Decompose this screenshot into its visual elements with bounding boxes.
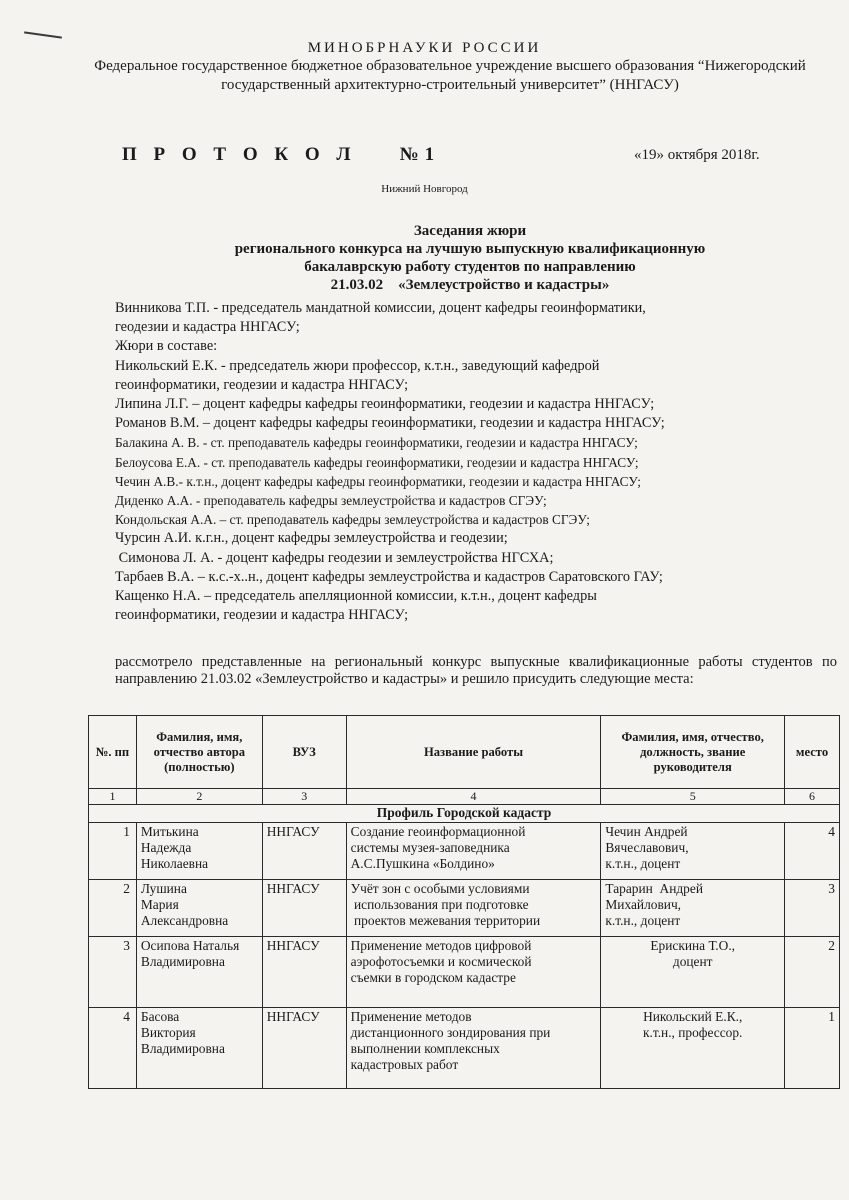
results-table bbox=[88, 715, 840, 1089]
ministry-name: МИНОБРНАУКИ РОССИИ bbox=[307, 40, 542, 56]
meeting-heading bbox=[90, 222, 849, 294]
leader-line: к.т.н., доцент bbox=[605, 913, 681, 928]
member-line: Тарбаев В.А. – к.с.-х..н., доцент кафедры землеустройства и кадастров Саратовского ГАУ; bbox=[115, 568, 663, 585]
author-line: Митькина bbox=[140, 824, 199, 839]
work-line: использования при подготовке bbox=[350, 897, 529, 912]
section-title: Профиль Городской кадастр bbox=[89, 805, 840, 823]
member-line: Чурсин А.И. к.г.н., доцент кафедры землеустройства и геодезии; bbox=[115, 530, 508, 547]
heading-line-4: 21.03.02 «Землеустройство и кадастры» bbox=[330, 277, 610, 293]
header-num: №. пп bbox=[89, 716, 137, 789]
row-num: 4 bbox=[89, 1008, 137, 1089]
member-line: Кащенко Н.А. – председатель апелляционной комиссии, к.т.н., доцент кафедры bbox=[115, 588, 597, 605]
member-line: геоинформатики, геодезии и кадастра ННГАСУ; bbox=[115, 607, 409, 624]
work-line: Учёт зон с особыми условиями bbox=[350, 881, 530, 896]
member-line: геодезии и кадастра ННГАСУ; bbox=[115, 319, 300, 336]
table-row bbox=[89, 880, 840, 937]
member-line: Диденко А.А. - преподаватель кафедры землеустройства и кадастров СГЭУ; bbox=[115, 493, 547, 509]
column-number-row bbox=[89, 789, 840, 805]
author-line: Осипова Наталья bbox=[140, 938, 240, 953]
header-vuz: ВУЗ bbox=[262, 716, 346, 789]
heading-line-3: бакалаврскую работу студентов по направлению bbox=[304, 259, 636, 275]
member-line: Винникова Т.П. - председатель мандатной комиссии, доцент кафедры геоинформатики, bbox=[115, 300, 646, 316]
row-author bbox=[136, 823, 262, 880]
author-line: Николаевна bbox=[140, 856, 209, 871]
row-author bbox=[136, 1008, 262, 1089]
leader-line: Вячеславович, bbox=[605, 840, 689, 855]
jury-members-list bbox=[115, 299, 815, 625]
row-author bbox=[136, 937, 262, 1008]
author-line: Мария bbox=[140, 897, 179, 912]
header-leader: Фамилия, имя, отчество, должность, звание руководителя bbox=[601, 716, 785, 789]
column-number: 5 bbox=[601, 789, 785, 805]
row-place: 2 bbox=[785, 937, 840, 1008]
leader-line: к.т.н., профессор. bbox=[643, 1025, 743, 1040]
table-row bbox=[89, 937, 840, 1008]
work-line: А.С.Пушкина «Болдино» bbox=[350, 856, 495, 871]
row-leader bbox=[601, 880, 785, 937]
protocol-title: П Р О Т О К О Л №1 bbox=[122, 144, 441, 165]
author-line: Александровна bbox=[140, 913, 229, 928]
column-number: 3 bbox=[262, 789, 346, 805]
intro-paragraph: рассмотрело представленные на региональный конкурс выпускные квалификационные работы студентов по направлению 21.03.02 «Землеустройство и кадастры» и решило присудить следующие места: bbox=[115, 654, 837, 687]
row-work bbox=[346, 937, 601, 1008]
column-number: 4 bbox=[346, 789, 601, 805]
column-number: 6 bbox=[785, 789, 840, 805]
section-row bbox=[89, 805, 840, 823]
row-vuz: ННГАСУ bbox=[262, 880, 346, 937]
leader-line: к.т.н., доцент bbox=[605, 856, 681, 871]
heading-line-1: Заседания жюри bbox=[413, 223, 527, 239]
author-line: Виктория bbox=[140, 1025, 196, 1040]
table-row bbox=[89, 1008, 840, 1089]
member-line: Балакина А. В. - ст. преподаватель кафедры геоинформатики, геодезии и кадастра ННГАСУ; bbox=[115, 435, 638, 451]
header-work: Название работы bbox=[346, 716, 601, 789]
row-leader bbox=[601, 937, 785, 1008]
row-num: 3 bbox=[89, 937, 137, 1008]
row-place: 1 bbox=[785, 1008, 840, 1089]
member-line: геоинформатики, геодезии и кадастра ННГАСУ; bbox=[115, 376, 409, 393]
member-line: Кондольская А.А. – ст. преподаватель кафедры землеустройства и кадастров СГЭУ; bbox=[115, 512, 590, 528]
work-line: аэрофотосъемки и космической bbox=[350, 954, 532, 969]
author-line: Лушина bbox=[140, 881, 187, 896]
column-number: 2 bbox=[136, 789, 262, 805]
protocol-date: «19» октября 2018г. bbox=[634, 147, 760, 163]
author-line: Владимировна bbox=[140, 954, 225, 969]
work-line: съемки в городском кадастре bbox=[350, 970, 516, 985]
scan-pen-mark bbox=[24, 31, 62, 38]
row-vuz: ННГАСУ bbox=[262, 823, 346, 880]
row-num: 1 bbox=[89, 823, 137, 880]
row-work bbox=[346, 823, 601, 880]
member-line: Романов В.М. – доцент кафедры кафедры геоинформатики, геодезии и кадастра ННГАСУ; bbox=[115, 415, 665, 432]
member-line: Никольский Е.К. - председатель жюри профессор, к.т.н., заведующий кафедрой bbox=[115, 357, 600, 374]
row-place: 4 bbox=[785, 823, 840, 880]
header-author: Фамилия, имя, отчество автора (полностью) bbox=[136, 716, 262, 789]
leader-line: Михайлович, bbox=[605, 897, 682, 912]
row-leader bbox=[601, 823, 785, 880]
leader-line: Тарарин Андрей bbox=[605, 881, 703, 896]
author-line: Владимировна bbox=[140, 1041, 225, 1056]
member-line: Липина Л.Г. – доцент кафедры кафедры геоинформатики, геодезии и кадастра ННГАСУ; bbox=[115, 396, 655, 413]
author-line: Надежда bbox=[140, 840, 192, 855]
row-work bbox=[346, 1008, 601, 1089]
header-place: место bbox=[785, 716, 840, 789]
work-line: Применение методов цифровой bbox=[350, 938, 532, 953]
work-line: Применение методов bbox=[350, 1009, 472, 1024]
work-line: выполнении комплексных bbox=[350, 1041, 500, 1056]
row-num: 2 bbox=[89, 880, 137, 937]
table-header-row bbox=[89, 716, 840, 789]
member-line: Симонова Л. А. - доцент кафедры геодезии и землеустройства НГСХА; bbox=[115, 549, 554, 566]
row-work bbox=[346, 880, 601, 937]
member-line: Чечин А.В.- к.т.н., доцент кафедры кафедры геоинформатики, геодезии и кадастра ННГАСУ; bbox=[115, 473, 641, 489]
leader-line: Никольский Е.К., bbox=[643, 1009, 743, 1024]
leader-line: доцент bbox=[672, 954, 713, 969]
member-line: Жюри в составе: bbox=[115, 338, 218, 355]
work-line: системы музея-заповедника bbox=[350, 840, 510, 855]
work-line: проектов межевания территории bbox=[350, 913, 541, 928]
column-number: 1 bbox=[89, 789, 137, 805]
work-line: кадастровых работ bbox=[350, 1057, 459, 1072]
row-vuz: ННГАСУ bbox=[262, 937, 346, 1008]
work-line: Создание геоинформационной bbox=[350, 824, 526, 839]
member-line: Белоусова Е.А. - ст. преподаватель кафедры геоинформатики, геодезии и кадастра ННГАСУ; bbox=[115, 454, 639, 470]
row-vuz: ННГАСУ bbox=[262, 1008, 346, 1089]
leader-line: Чечин Андрей bbox=[605, 824, 688, 839]
row-author bbox=[136, 880, 262, 937]
leader-line: Ерискина Т.О., bbox=[650, 938, 736, 953]
row-place: 3 bbox=[785, 880, 840, 937]
work-line: дистанционного зондирования при bbox=[350, 1025, 551, 1040]
protocol-city: Нижний Новгород bbox=[381, 183, 468, 195]
row-leader bbox=[601, 1008, 785, 1089]
table-row bbox=[89, 823, 840, 880]
university-name: Федеральное государственное бюджетное образовательное учреждение высшего образования “Нижегородский государственный архитектурно-строительный университет” (ННГАСУ) bbox=[94, 58, 806, 93]
heading-line-2: регионального конкурса на лучшую выпускную квалификационную bbox=[234, 241, 706, 257]
author-line: Басова bbox=[140, 1009, 180, 1024]
